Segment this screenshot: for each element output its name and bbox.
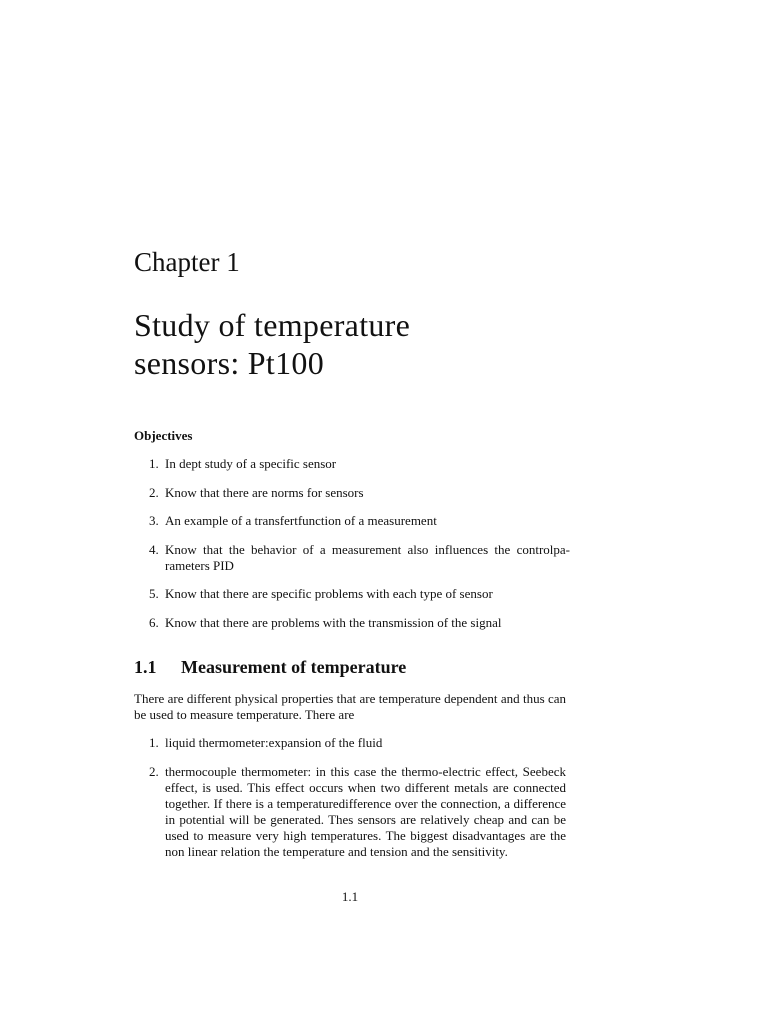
list-item-text: Know that the behavior of a measurement also influences the controlpa-rameters PID [165,541,570,573]
list-item-number: 2. [149,763,159,779]
chapter-title [134,306,594,382]
list-item-number: 2. [149,484,159,500]
list-item [134,764,566,860]
section-number: 1.1 [134,657,157,677]
list-item-number: 1. [149,735,159,750]
list-item-number: 3. [149,513,159,529]
page-number: 1.1 [341,889,359,904]
list-item-text: thermocouple thermometer: in this case the thermo-electric effect, Seebeck effect, is used. This effect occurs when two different metals are connected together. If there is a temperaturedifference over the connection, a difference in potential will be generated. Thes sensors are relatively cheap and can be used to measure very high temperatures. The biggest disadvantages are the non linear relation the temperature and tension and the sensitivity. [165,763,566,859]
intro-paragraph: There are different physical properties that are temperature dependent and thus can be used to measure temperature. There are [134,691,566,722]
list-item-text: In dept study of a specific sensor [165,456,337,471]
list-item-text: Know that there are norms for sensors [165,484,364,500]
list-item [134,513,570,529]
list-item [134,456,570,472]
section-heading [134,657,406,678]
list-item-number: 5. [149,586,159,602]
list-item [134,586,570,602]
list-item-number: 1. [149,456,159,471]
chapter-title-line-1: Study of temperature [134,307,411,343]
list-item [134,735,566,751]
list-item [134,615,570,631]
list-item [134,485,570,501]
objectives-heading: Objectives [134,428,193,443]
list-item-text: An example of a transfertfunction of a measurement [165,513,437,529]
list-item-text: Know that there are specific problems with each type of sensor [165,586,493,602]
section-title: Measurement of temperature [181,657,407,677]
list-item [134,542,570,574]
list-item-number: 4. [149,541,159,557]
list-item-text: liquid thermometer:expansion of the fluid [165,735,383,750]
chapter-title-line-2: sensors: Pt100 [134,345,324,381]
list-item-text: Know that there are problems with the transmission of the signal [165,614,502,630]
objectives-list [134,456,570,644]
chapter-label: Chapter 1 [134,247,240,277]
methods-list [134,735,566,872]
list-item-number: 6. [149,614,159,630]
